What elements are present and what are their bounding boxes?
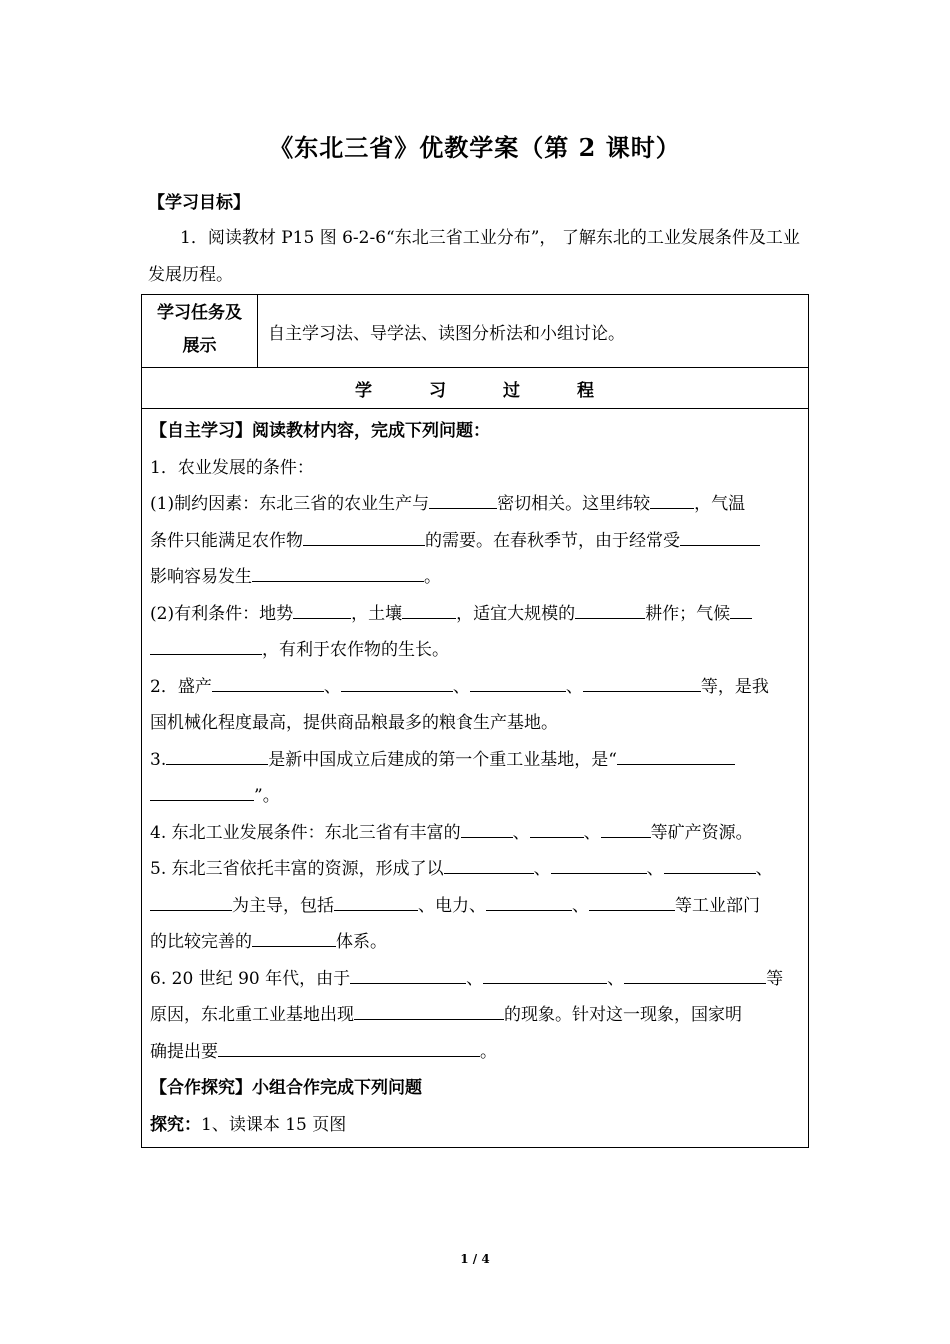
answer-blank[interactable] [218, 1056, 480, 1057]
answer-blank[interactable] [402, 618, 456, 619]
process-char: 过 [503, 380, 521, 401]
question-6-line1: 6. 20 世纪 90 年代，由于 、 、 等 [150, 968, 784, 989]
question-3-line1: 3. 是新中国成立后建成的第一个重工业基地，是“ [150, 742, 800, 779]
learning-goal-item: 1．阅读教材 P15 图 6-2-6“东北三省工业分布”， 了解东北的工业发展条件及工业发展历程。 [148, 228, 800, 285]
lesson-table [141, 294, 809, 1148]
self-study-heading: 【自主学习】阅读教材内容，完成下列问题： [150, 421, 490, 441]
answer-blank[interactable] [150, 910, 232, 911]
question-3-line2: ”。 [150, 778, 800, 815]
explore-item: 探究：1、读课本 15 页图 [150, 1114, 347, 1135]
answer-blank[interactable] [730, 618, 752, 619]
answer-blank[interactable] [470, 691, 566, 692]
answer-blank[interactable] [150, 654, 262, 655]
answer-blank[interactable] [252, 581, 424, 582]
question-6-line2: 原因，东北重工业基地出现 的现象。针对这一现象，国家明 [150, 1005, 742, 1025]
answer-blank[interactable] [664, 873, 756, 874]
answer-blank[interactable] [293, 618, 351, 619]
answer-blank[interactable] [486, 910, 572, 911]
question-1-title: 1．农业发展的条件： [150, 457, 314, 478]
answer-blank[interactable] [483, 983, 607, 984]
page-number: 1 / 4 [460, 1252, 490, 1266]
question-5-line3: 的比较完善的 体系。 [150, 932, 387, 952]
answer-blank[interactable] [530, 837, 584, 838]
answer-blank[interactable] [589, 910, 675, 911]
page-title: 《东北三省》优教学案（第 2 课时） [269, 133, 681, 162]
answer-blank[interactable] [444, 873, 534, 874]
question-2-line2: 国机械化程度最高，提供商品粮最多的粮食生产基地。 [150, 713, 558, 733]
task-label-line2: 展示 [182, 336, 217, 356]
cooperation-heading: 【合作探究】小组合作完成下列问题 [150, 1078, 422, 1098]
answer-blank[interactable] [601, 837, 651, 838]
self-study-section [142, 409, 809, 1148]
process-header-row [142, 368, 809, 409]
body-row [142, 409, 809, 1148]
question-1-2-line2: ，有利于农作物的生长。 [150, 632, 800, 669]
process-char: 习 [429, 380, 447, 401]
answer-blank[interactable] [429, 508, 497, 509]
process-char: 学 [355, 380, 373, 401]
task-label-line1: 学习任务及 [157, 303, 242, 323]
question-5-line2: 为主导，包括 、电力、 、 等工业部门 [150, 888, 800, 925]
answer-blank[interactable] [341, 691, 453, 692]
question-6-line3: 确提出要 。 [150, 1041, 497, 1062]
answer-blank[interactable] [150, 800, 254, 801]
answer-blank[interactable] [252, 946, 336, 947]
answer-blank[interactable] [624, 983, 766, 984]
answer-blank[interactable] [680, 545, 760, 546]
task-label-cell [142, 295, 258, 368]
answer-blank[interactable] [354, 1019, 504, 1020]
answer-blank[interactable] [551, 873, 647, 874]
question-1-2-line1: (2)有利条件：地势 ，土壤 ，适宜大规模的 耕作；气候 [150, 596, 800, 633]
answer-blank[interactable] [212, 691, 324, 692]
question-1-1-line2: 条件只能满足农作物 的需要。在春秋季节，由于经常受 [150, 523, 800, 560]
question-2-line1: 2．盛产 、 、 、 等，是我 [150, 676, 769, 697]
answer-blank[interactable] [583, 691, 701, 692]
task-row [142, 295, 809, 368]
question-4: 4. 东北工业发展条件：东北三省有丰富的 、 、 等矿产资源。 [150, 822, 753, 843]
task-content-cell: 自主学习法、导学法、读图分析法和小组讨论。 [258, 295, 809, 368]
answer-blank[interactable] [334, 910, 418, 911]
answer-blank[interactable] [575, 618, 645, 619]
answer-blank[interactable] [650, 508, 694, 509]
learning-goals-heading: 【学习目标】 [148, 193, 250, 213]
answer-blank[interactable] [303, 545, 425, 546]
question-1-1-line1: (1)制约因素：东北三省的农业生产与 密切相关。这里纬较 ，气温 [150, 494, 746, 514]
process-header [142, 368, 809, 409]
answer-blank[interactable] [617, 764, 735, 765]
answer-blank[interactable] [350, 983, 466, 984]
question-5-line1: 5. 东北三省依托丰富的资源，形成了以 、 、 、 [150, 859, 773, 879]
question-1-1-line3: 影响容易发生 。 [150, 567, 441, 587]
process-char: 程 [577, 380, 595, 401]
answer-blank[interactable] [461, 837, 513, 838]
answer-blank[interactable] [166, 764, 268, 765]
